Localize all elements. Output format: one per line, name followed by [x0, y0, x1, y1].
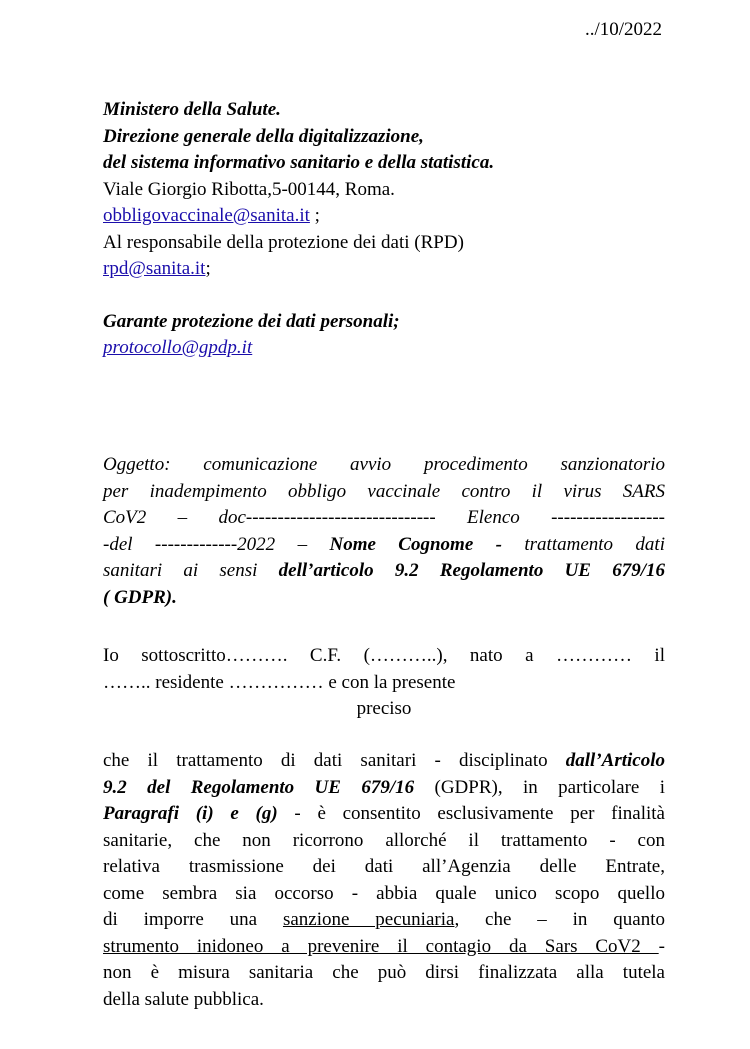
subject-gdpr: ( GDPR). [103, 586, 177, 608]
body-text: - [658, 935, 665, 957]
body-text: - è consentito esclusivamente per finalità [277, 803, 665, 824]
email-link-obbligovaccinale[interactable]: obbligovaccinale@sanita.it [103, 205, 310, 226]
body-line: sanitarie, che non ricorrono allorché il trattamento - con [103, 829, 665, 851]
rpd-label: Al responsabile della protezione dei dati (RPD) [103, 231, 464, 253]
body-paragraph [103, 748, 665, 1013]
body-text: che il trattamento di dati sanitari - disciplinato [103, 750, 566, 771]
subject-line: Oggetto: comunicazione avvio procedimento sanzionatorio [103, 454, 665, 475]
email-suffix: ; [205, 258, 211, 279]
body-line [103, 748, 665, 775]
body-emphasis: Paragrafi (i) e (g) [103, 803, 278, 824]
preciso-heading: preciso [356, 698, 412, 719]
body-text: (GDPR), in particolare i [414, 776, 665, 798]
body-line: della salute pubblica. [103, 988, 264, 1010]
body-line: non è misura sanitaria che può dirsi finalizzata alla tutela [103, 962, 665, 983]
subject-text: trattamento dati [501, 533, 665, 555]
subject-text: -del -------------2022 – [103, 533, 330, 555]
subject-text: sanitari ai sensi [103, 560, 279, 581]
email-link-rpd[interactable]: rpd@sanita.it [103, 258, 206, 279]
ministry-name: Ministero della Salute. [103, 99, 281, 120]
body-text: , che – in quanto [454, 909, 666, 930]
body-line [103, 775, 665, 802]
email-suffix: ; [309, 205, 320, 226]
body-line: come sembra sia occorso - abbia quale unico scopo quello [103, 882, 665, 904]
body-emphasis: dall’Articolo [565, 750, 665, 771]
body-line: relativa trasmissione dei dati all’Agenzia delle Entrate, [103, 856, 665, 877]
subject-block [103, 452, 665, 611]
body-text: di imporre una [103, 909, 283, 930]
email-line-2 [103, 256, 663, 283]
body-emphasis: 9.2 del Regolamento UE 679/16 [103, 776, 415, 798]
body-line [103, 907, 665, 934]
recipient-block [103, 97, 663, 362]
declarant-line: …….. residente …………… e con la presente [103, 671, 456, 693]
subject-line [103, 558, 665, 585]
email-line-1 [103, 203, 663, 230]
garante-name: Garante protezione dei dati personali; [103, 310, 400, 332]
subject-line: CoV2 – doc------------------------------ Elenco ------------------ [103, 507, 665, 528]
subject-line: per inadempimento obbligo vaccinale contro il virus SARS [103, 480, 665, 502]
body-line [103, 934, 665, 961]
body-line [103, 801, 665, 828]
subject-article-ref: dell’articolo 9.2 Regolamento UE 679/16 [278, 560, 665, 581]
email-line-3 [103, 335, 663, 362]
ministry-address: Viale Giorgio Ribotta,5-00144, Roma. [103, 178, 395, 200]
ministry-directorate-cont: del sistema informativo sanitario e della statistica. [103, 152, 495, 173]
declaration-intro [103, 643, 665, 723]
body-underline: sanzione pecuniaria [282, 909, 455, 930]
subject-line [103, 532, 665, 559]
email-link-protocollo[interactable]: protocollo@gpdp.it [103, 337, 253, 358]
ministry-directorate: Direzione generale della digitalizzazione, [103, 125, 424, 147]
body-underline: strumento inidoneo a prevenire il contagio da Sars CoV2 [103, 935, 659, 957]
subject-name-placeholder: Nome Cognome - [329, 533, 502, 555]
document-date: ../10/2022 [584, 19, 662, 40]
declarant-line: Io sottoscritto………. C.F. (………..), nato a ………… il [103, 645, 665, 666]
subject-line [103, 585, 665, 612]
